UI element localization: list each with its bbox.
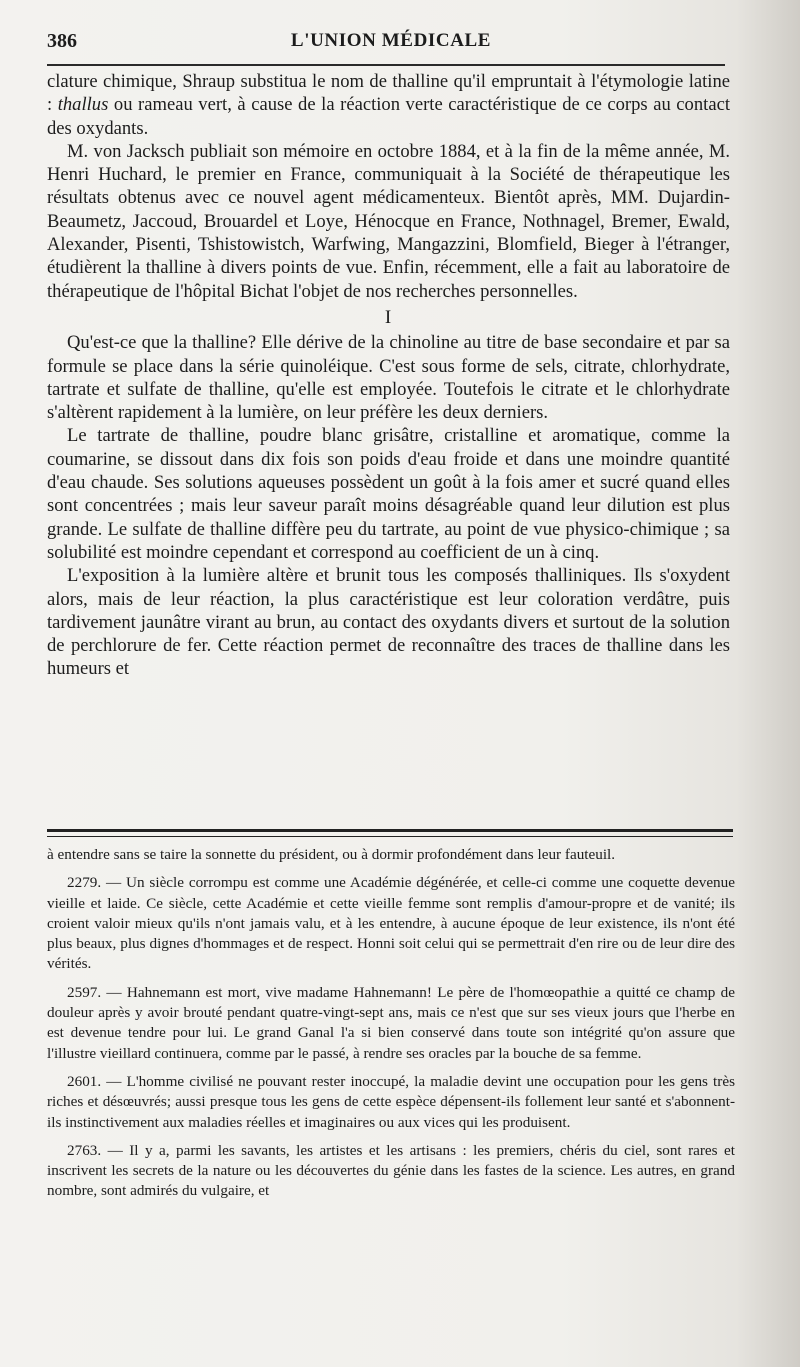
- feuilleton-paragraph: à entendre sans se taire la sonnette du président, ou à dormir profondément dans leur fauteuil.: [47, 846, 616, 863]
- feuilleton-entry: [47, 873, 735, 974]
- feuilleton-entry: [47, 983, 735, 1064]
- entry-text: — L'homme civilisé ne pouvant rester inoccupé, la maladie devint une occupation pour les gens très riches et désœuvrés; aussi presque tous les gens de cette espèce dépensent-ils follement leur santé et s'abonnent-ils instinctivement aux maladies réelles et imaginaires ou aux vices qui les produisent.: [47, 1072, 735, 1131]
- paragraph: L'exposition à la lumière altère et brunit tous les composés thalliniques. Ils s'oxydent alors, mais de leur réaction, la plus caractéristique est leur coloration verdâtre, puis tardivement jaunâtre virant au brun, au contact des oxydants divers et surtout de la solution de perchlorure de fer. Cette réaction permet de reconnaître des traces de thalline dans les humeurs et: [47, 565, 730, 680]
- feuilleton-entry: [47, 1072, 735, 1133]
- section-heading: I: [384, 306, 393, 328]
- page-header: [47, 26, 735, 56]
- feuilleton: [47, 845, 735, 1210]
- paragraph: [47, 70, 730, 140]
- entry-text: — Hahnemann est mort, vive madame Hahnemann! Le père de l'homœopathie a quitté ce champ de douleur après y avoir brouté pendant quatre-vingt-sept ans, mais ce n'est que sur ses vieux jours que l'herbe en est devenue tendre pour lui. Le grand Ganal l'a si bien conservé dans toute son intégrité qu'on assure que l'illustre vieillard continuera, comme par le passé, à rendre ses oracles par la bouche de sa femme.: [47, 983, 735, 1062]
- paragraph: Qu'est-ce que la thalline? Elle dérive de la chinoline au titre de base secondaire et par sa formule se place dans la série quinoléique. C'est sous forme de sels, citrate, chlorhydrate, tartrate et sulfate de thalline, qu'elle est employée. Toutefois le citrate et le chlorhydrate s'altèrent rapidement à la lumière, on leur préfère les deux derniers.: [47, 332, 730, 424]
- main-article: [47, 70, 730, 681]
- header-rule: [47, 64, 725, 66]
- feuilleton-divider: [47, 829, 733, 837]
- entry-text: — Un siècle corrompu est comme une Académie dégénérée, et celle-ci comme une coquette devenue vieille et laide. Ce siècle, cette Académie et cette vieille femme sont remplis d'amour-propre et de vanité; ils croient valoir mieux qu'ils n'ont jamais valu, et à les entendre, à aucune époque de leur existence, ils n'ont été plus beaux, plus dignes d'hommages et de respect. Honni soit celui qui se permettrait d'en rire ou de leur dire des vérités.: [47, 874, 735, 973]
- page-number: 386: [47, 30, 77, 52]
- entry-number: 2763.: [67, 1141, 102, 1159]
- running-head: L'UNION MÉDICALE: [290, 30, 492, 51]
- entry-number: 2597.: [67, 983, 102, 1001]
- entry-number: 2601.: [67, 1072, 102, 1090]
- paragraph: M. von Jacksch publiait son mémoire en octobre 1884, et à la fin de la même année, M. Henri Huchard, le premier en France, communiquait à la Société de thérapeutique les résultats obtenus avec ce nouvel agent médicamenteux. Bientôt après, MM. Dujardin-Beaumetz, Jaccoud, Brouardel et Loye, Hénocque en France, Nothnagel, Bremer, Ewald, Alexander, Pisenti, Tshistowistch, Warfwing, Mangazzini, Blomfield, Bieger à l'étranger, étudièrent la thalline à divers points de vue. Enfin, récemment, elle a fait au laboratoire de thérapeutique de l'hôpital Bichat l'objet de nos recherches personnelles.: [47, 140, 730, 302]
- entry-number: 2279.: [67, 874, 102, 892]
- paragraph-text: clature chimique, Shraup substitua le nom de thalline qu'il empruntait à l'étymologie latine :: [47, 71, 730, 116]
- paragraph-text: ou rameau vert, à cause de la réaction verte caractéristique de ce corps au contact des oxydants.: [47, 94, 730, 139]
- entry-text: — Il y a, parmi les savants, les artistes et les artisans : les premiers, chéris du ciel, sont rares et inscrivent les secrets de la nature ou les découvertes du génie dans les fastes de la science. Les autres, en grand nombre, sont admirés du vulgaire, et: [47, 1141, 735, 1200]
- feuilleton-entry: [47, 1141, 735, 1202]
- italic-term: thallus: [57, 94, 109, 116]
- paragraph: Le tartrate de thalline, poudre blanc grisâtre, cristalline et aromatique, comme la coumarine, se dissout dans dix fois son poids d'eau froide et dans une moindre quantité d'eau chaude. Ses solutions aqueuses possèdent un goût à la fois amer et sucré quand elles sont concentrées ; mais leur saveur paraît moins désagréable quand leur dilution est plus grande. Le sulfate de thalline diffère peu du tartrate, au point de vue physico-chimique ; sa solubilité est moindre cependant et correspond au coefficient de un à cinq.: [47, 425, 730, 563]
